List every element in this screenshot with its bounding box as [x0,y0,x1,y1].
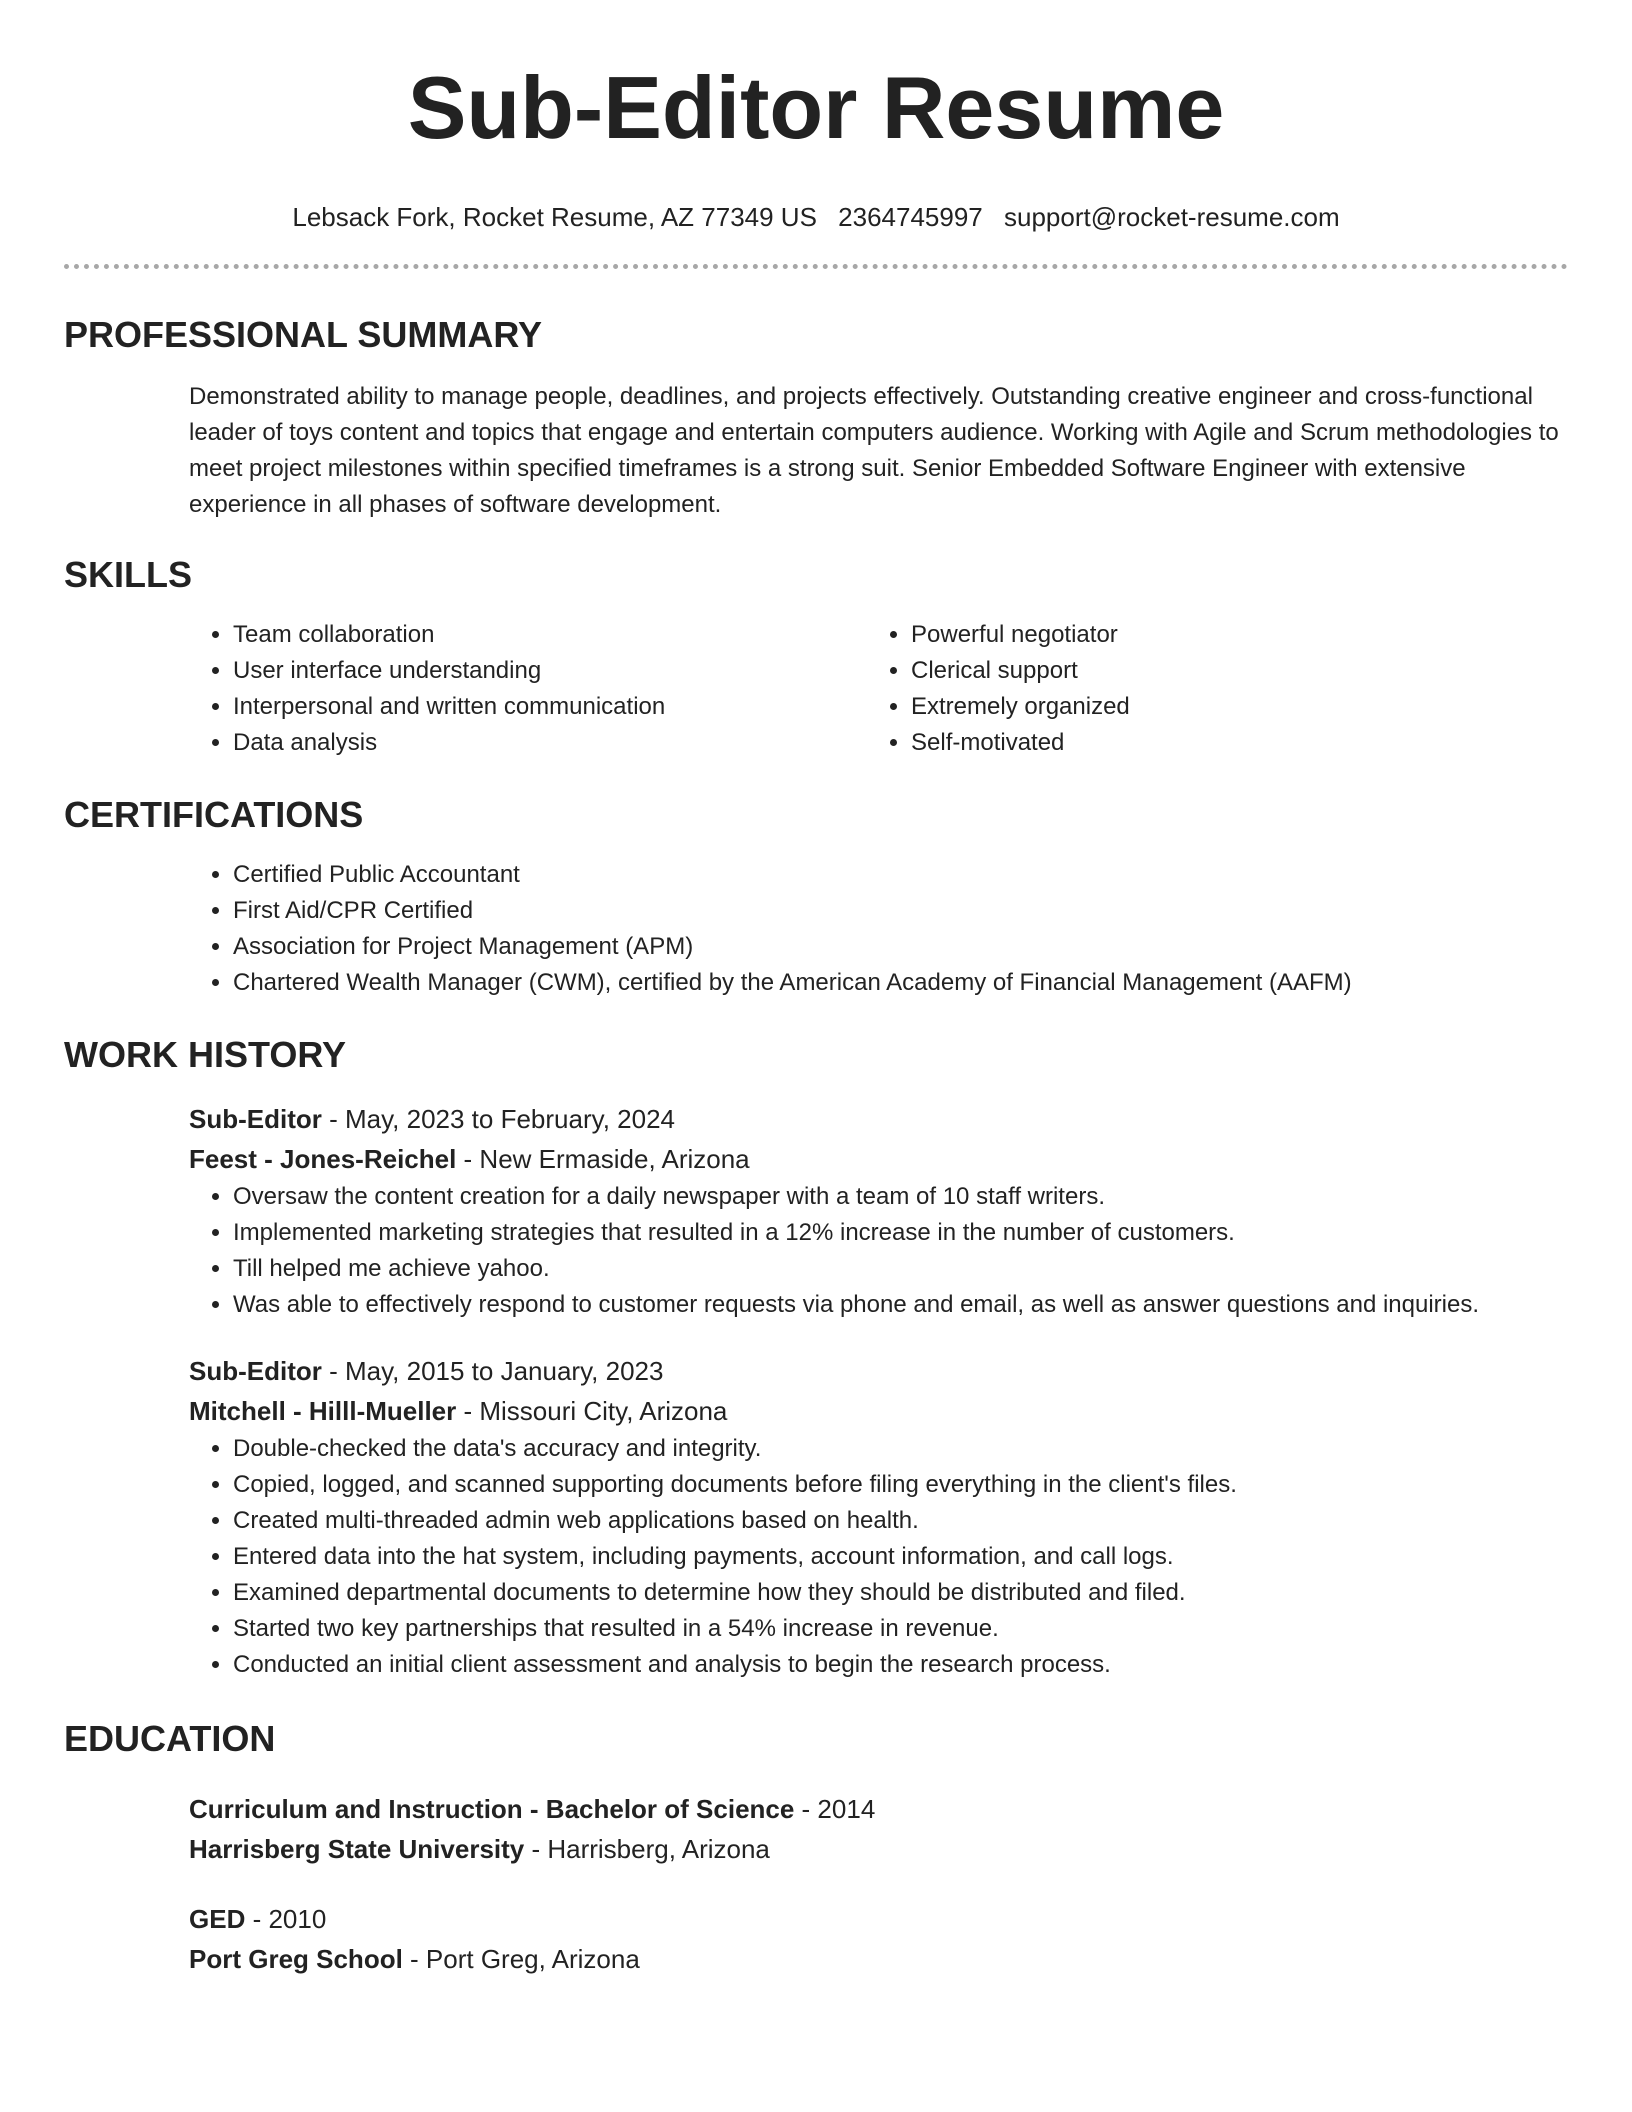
summary-heading: PROFESSIONAL SUMMARY [64,314,543,355]
education-location: - Port Greg, Arizona [402,1944,640,1974]
job-bullet: • Copied, logged, and scanned supporting documents before filing everything in the client's files. [233,1467,1568,1503]
skills-heading: SKILLS [64,554,193,595]
certification-item: • Association for Project Management (APM) [233,929,1568,965]
contact-line [64,200,1568,234]
job-bullet: • Oversaw the content creation for a daily newspaper with a team of 10 staff writers. [233,1179,1568,1215]
job-bullet: • Double-checked the data's accuracy and integrity. [233,1431,1568,1467]
job-bullets [189,1179,1568,1323]
education-entry [189,1789,1568,1869]
skills-list-right [867,617,1545,761]
skills-column-left [189,617,867,761]
skill-item: • Clerical support [911,653,1545,689]
job-bullet: • Was able to effectively respond to customer requests via phone and email, as well as answer questions and inquiries. [233,1287,1568,1323]
job-entry [189,1099,1568,1323]
certification-item: • Chartered Wealth Manager (CWM), certified by the American Academy of Financial Management (AAFM) [233,965,1568,1001]
skill-item: • Extremely organized [911,689,1545,725]
education-degree: GED [189,1904,246,1934]
job-bullet: • Started two key partnerships that resulted in a 54% increase in revenue. [233,1611,1568,1647]
certifications-body [189,857,1568,1001]
job-dates: - May, 2023 to February, 2024 [321,1104,675,1134]
header-divider [64,264,1568,269]
contact-phone: 2364745997 [838,202,983,232]
job-company: Mitchell - Hilll-Mueller [189,1396,457,1426]
education-school: Harrisberg State University [189,1834,525,1864]
job-company: Feest - Jones-Reichel [189,1144,457,1174]
education-heading: EDUCATION [64,1718,276,1759]
job-company-line [189,1391,1568,1431]
job-bullet: • Conducted an initial client assessment and analysis to begin the research process. [233,1647,1568,1683]
job-role: Sub-Editor [189,1104,322,1134]
summary-text: Demonstrated ability to manage people, deadlines, and projects effectively. Outstanding creative engineer and cross-functional leader of toys content and topics that engage and entertain computers audience. Working with Agile and Scrum methodologies to meet project milestones within specified timeframes is a strong suit. Senior Embedded Software Engineer with extensive experience in all phases of software development. [189,383,1559,518]
education-year: - 2010 [245,1904,327,1934]
skill-item: • Data analysis [233,725,867,761]
job-bullet: • Implemented marketing strategies that resulted in a 12% increase in the number of customers. [233,1215,1568,1251]
job-bullet: • Examined departmental documents to determine how they should be distributed and filed. [233,1575,1568,1611]
education-degree-line [189,1899,1568,1939]
education-location: - Harrisberg, Arizona [524,1834,770,1864]
education-entry [189,1899,1568,1979]
job-company-line [189,1139,1568,1179]
certification-item: • Certified Public Accountant [233,857,1568,893]
education-year: - 2014 [794,1794,876,1824]
certifications-heading: CERTIFICATIONS [64,794,364,835]
skill-item: • Interpersonal and written communication [233,689,867,725]
job-entry [189,1351,1568,1683]
job-bullet: • Till helped me achieve yahoo. [233,1251,1568,1287]
job-bullets [189,1431,1568,1683]
job-role-line [189,1351,1568,1391]
skill-item: • Team collaboration [233,617,867,653]
job-bullet: • Entered data into the hat system, including payments, account information, and call logs. [233,1539,1568,1575]
education-school: Port Greg School [189,1944,403,1974]
skills-grid [189,617,1568,761]
education-degree-line [189,1789,1568,1829]
job-role: Sub-Editor [189,1356,322,1386]
skill-item: • Powerful negotiator [911,617,1545,653]
education-degree: Curriculum and Instruction - Bachelor of Science [189,1794,795,1824]
work-history-heading: WORK HISTORY [64,1034,347,1075]
skills-list-left [189,617,867,761]
job-location: - New Ermaside, Arizona [456,1144,750,1174]
job-role-line [189,1099,1568,1139]
skills-column-right [867,617,1545,761]
job-bullet: • Created multi-threaded admin web applications based on health. [233,1503,1568,1539]
contact-email: support@rocket-resume.com [1004,202,1340,232]
skill-item: • User interface understanding [233,653,867,689]
skill-item: • Self-motivated [911,725,1545,761]
education-school-line [189,1939,1568,1979]
job-dates: - May, 2015 to January, 2023 [321,1356,664,1386]
certifications-list [189,857,1568,1001]
job-location: - Missouri City, Arizona [456,1396,728,1426]
page-title: Sub-Editor Resume [407,58,1225,157]
contact-address: Lebsack Fork, Rocket Resume, AZ 77349 US [292,202,817,232]
certification-item: • First Aid/CPR Certified [233,893,1568,929]
education-school-line [189,1829,1568,1869]
